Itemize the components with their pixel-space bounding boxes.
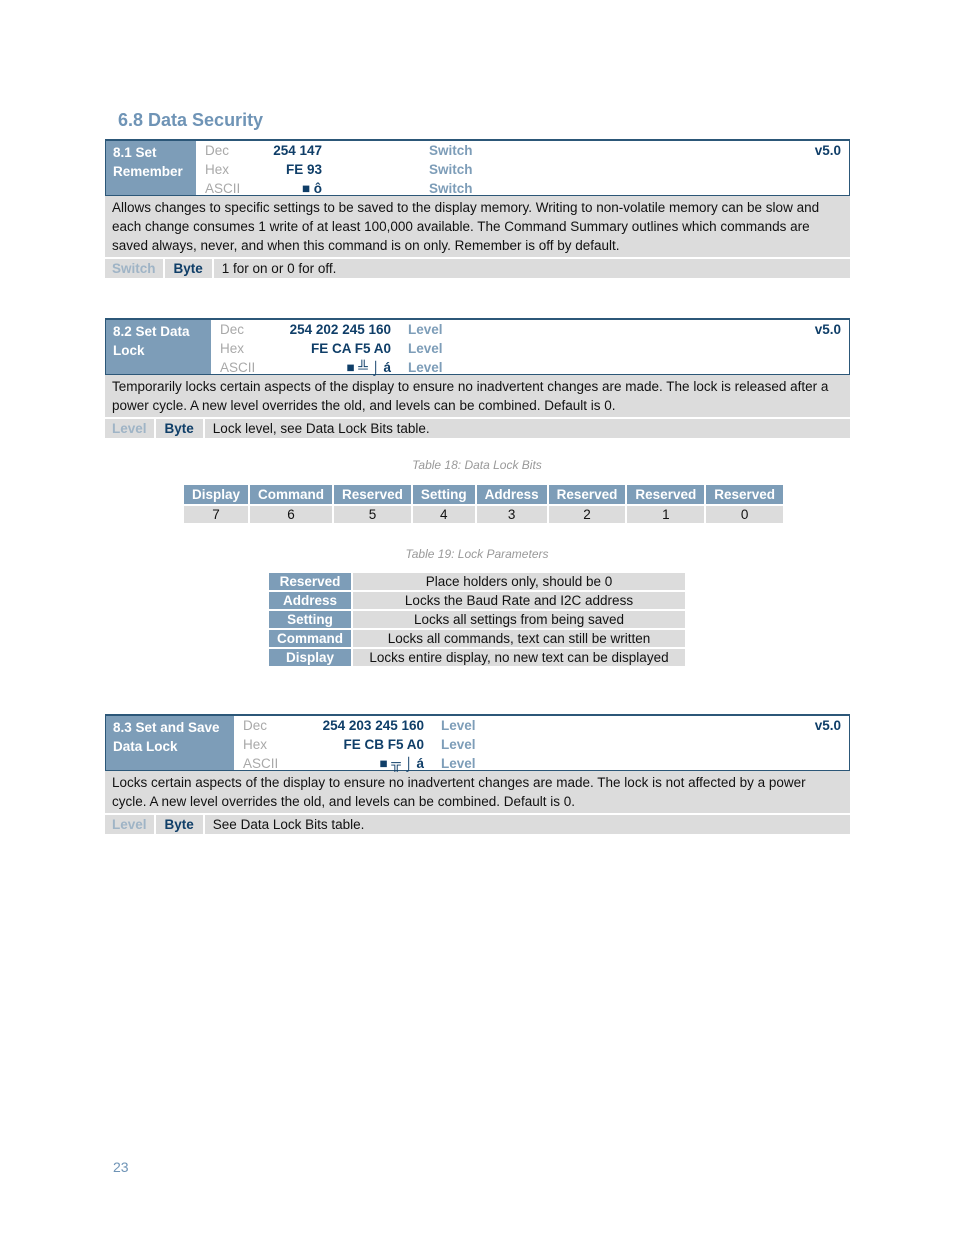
table-value-cell: Locks all commands, text can still be written [353, 630, 685, 647]
command-description: Allows changes to specific settings to be saved to the display memory. Writing to non-volatile memory can be slow and each change consumes 1 write of at least 100,000 available. The Command Summary outlines which commands are saved always, never, and when this command is on only. Remember is off by default. [105, 196, 850, 257]
command-codes [196, 141, 849, 195]
table-cell: 3 [477, 506, 547, 523]
table-header-cell: Command [250, 485, 332, 504]
command-header [105, 714, 850, 771]
ascii-value: ■ ╦ ⌡ á [379, 756, 424, 771]
dec-label: Dec [220, 322, 245, 337]
table-cell: 5 [334, 506, 411, 523]
table-header-cell: Display [184, 485, 248, 504]
param-name: Level [105, 815, 156, 834]
table-value-cell: Locks the Baud Rate and I2C address [353, 592, 685, 609]
table-key-cell: Reserved [269, 573, 351, 590]
table-header-cell: Setting [413, 485, 475, 504]
table-row [184, 506, 783, 523]
command-block-set-data-lock [105, 318, 850, 438]
command-description: Locks certain aspects of the display to ensure no inadvertent changes are made. The lock is not affected by a power cycle. A new level overrides the old, and levels can be combined. Default is 0. [105, 771, 850, 813]
command-name-line1: 8.1 Set [113, 145, 157, 160]
command-name [106, 320, 211, 374]
table-header-cell: Reserved [334, 485, 411, 504]
command-name-line1: 8.3 Set and Save [113, 720, 220, 735]
command-block-set-remember [105, 139, 850, 278]
command-header [105, 139, 850, 196]
command-codes [234, 716, 849, 770]
param-name: Level [105, 419, 156, 438]
param-type: Byte [156, 815, 205, 834]
table-key-cell: Display [269, 649, 351, 666]
dec-unit: Level [408, 322, 443, 337]
dec-value: 254 202 245 160 [289, 322, 391, 337]
param-description: Lock level, see Data Lock Bits table. [212, 421, 430, 436]
command-header [105, 318, 850, 375]
hex-label: Hex [205, 162, 230, 177]
table-row [269, 573, 685, 590]
version-label: v5.0 [814, 143, 841, 158]
section-title: 6.8 Data Security [118, 110, 264, 130]
parameter-row [105, 419, 850, 438]
hex-unit: Level [408, 341, 443, 356]
dec-label: Dec [205, 143, 230, 158]
command-codes [211, 320, 849, 374]
hex-unit: Level [441, 737, 476, 752]
table-key-cell: Command [269, 630, 351, 647]
table-cell: 0 [706, 506, 783, 523]
lock-parameters-table [267, 571, 687, 668]
table-cell: 1 [627, 506, 704, 523]
param-description: 1 for on or 0 for off. [221, 261, 337, 276]
table-value-cell: Locks all settings from being saved [353, 611, 685, 628]
table-row [269, 611, 685, 628]
table-row [269, 592, 685, 609]
ascii-value: ■ ô [301, 181, 322, 196]
table-key-cell: Setting [269, 611, 351, 628]
table-key-cell: Address [269, 592, 351, 609]
command-name [106, 141, 196, 195]
ascii-label: ASCII [205, 181, 241, 196]
table-cell: 7 [184, 506, 248, 523]
ascii-unit: Switch [429, 181, 473, 196]
data-lock-bits-table [182, 483, 785, 525]
table-row [269, 630, 685, 647]
param-type: Byte [156, 419, 205, 438]
dec-label: Dec [243, 718, 268, 733]
dec-value: 254 203 245 160 [322, 718, 424, 733]
hex-label: Hex [243, 737, 268, 752]
table-cell: 2 [549, 506, 626, 523]
table-header-cell: Reserved [706, 485, 783, 504]
table-value-cell: Locks entire display, no new text can be displayed [353, 649, 685, 666]
dec-unit: Level [441, 718, 476, 733]
table-cell: 4 [413, 506, 475, 523]
ascii-label: ASCII [243, 756, 279, 771]
param-description: See Data Lock Bits table. [212, 817, 365, 832]
table-header-row [184, 485, 783, 504]
ascii-label: ASCII [220, 360, 256, 375]
hex-value: FE 93 [285, 162, 322, 177]
parameter-row [105, 259, 850, 278]
command-name-line2: Remember [113, 164, 183, 179]
dec-value: 254 147 [273, 143, 322, 158]
ascii-value: ■ ╩ ⌡ á [346, 360, 391, 375]
dec-unit: Switch [429, 143, 473, 158]
version-label: v5.0 [814, 718, 841, 733]
table-value-cell: Place holders only, should be 0 [353, 573, 685, 590]
hex-value: FE CB F5 A0 [343, 737, 424, 752]
command-name-line1: 8.2 Set Data [113, 324, 190, 339]
table-row [269, 649, 685, 666]
command-name-line2: Data Lock [113, 739, 178, 754]
table18-caption: Table 18: Data Lock Bits [412, 458, 542, 472]
table19-caption: Table 19: Lock Parameters [405, 547, 549, 561]
param-type: Byte [165, 259, 214, 278]
version-label: v5.0 [814, 322, 841, 337]
param-name: Switch [105, 259, 165, 278]
page-number: 23 [113, 1159, 129, 1175]
table-cell: 6 [250, 506, 332, 523]
command-name [106, 716, 234, 770]
hex-label: Hex [220, 341, 245, 356]
ascii-unit: Level [408, 360, 443, 375]
command-description: Temporarily locks certain aspects of the display to ensure no inadvertent changes are made. The lock is released after a power cycle. A new level overrides the old, and levels can be combined. Default is 0. [105, 375, 850, 417]
table-header-cell: Reserved [627, 485, 704, 504]
table-header-cell: Reserved [549, 485, 626, 504]
table-header-cell: Address [477, 485, 547, 504]
command-block-set-and-save-data-lock [105, 714, 850, 834]
hex-unit: Switch [429, 162, 473, 177]
hex-value: FE CA F5 A0 [310, 341, 391, 356]
parameter-row [105, 815, 850, 834]
ascii-unit: Level [441, 756, 476, 771]
command-name-line2: Lock [113, 343, 145, 358]
